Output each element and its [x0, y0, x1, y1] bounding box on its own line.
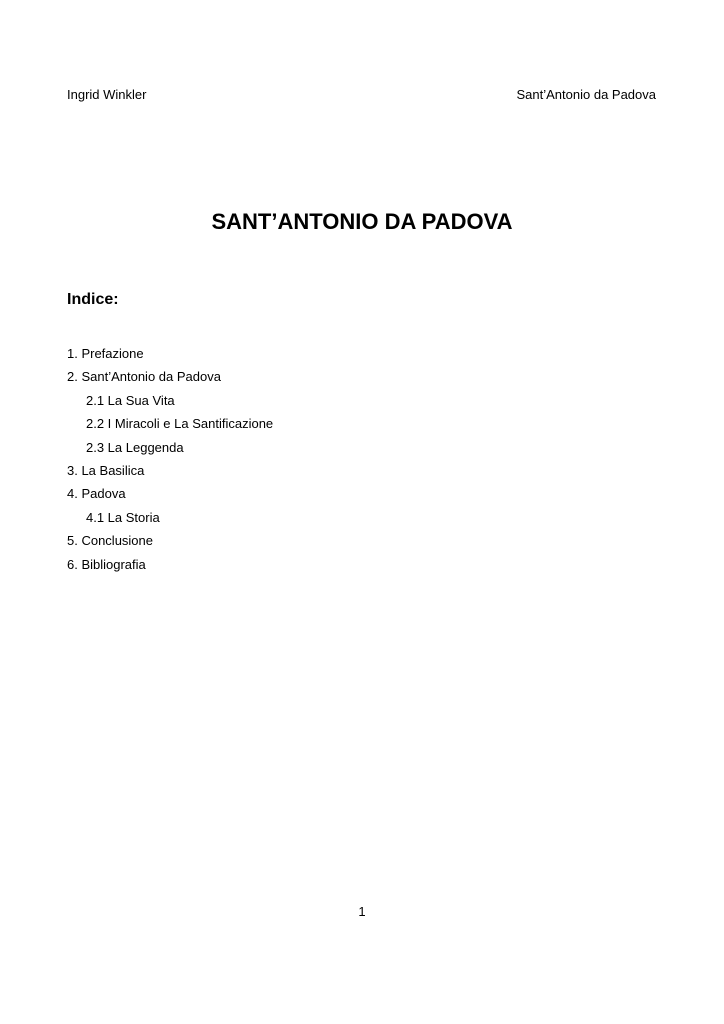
toc-item-storia: 4.1 La Storia: [86, 509, 160, 525]
toc-item-padova: 4. Padova: [67, 486, 126, 502]
header-author: Ingrid Winkler: [67, 87, 147, 102]
toc-item-leggenda: 2.3 La Leggenda: [86, 439, 184, 455]
toc-item-bibliografia: 6. Bibliografia: [67, 556, 146, 572]
toc-heading: Indice:: [67, 291, 119, 308]
toc-item-sua-vita: 2.1 La Sua Vita: [86, 392, 175, 408]
header-running-title: Sant’Antonio da Padova: [516, 87, 656, 102]
toc-item-basilica: 3. La Basilica: [67, 462, 145, 478]
toc-item-prefazione: 1. Prefazione: [67, 346, 144, 361]
document-title: SANT’ANTONIO DA PADOVA: [211, 209, 513, 234]
toc-item-conclusione: 5. Conclusione: [67, 533, 153, 549]
table-of-contents: [67, 346, 273, 580]
page-number: 1: [358, 904, 366, 919]
toc-item-miracoli: 2.2 I Miracoli e La Santificazione: [86, 416, 274, 432]
toc-item-santantonio: 2. Sant’Antonio da Padova: [67, 369, 221, 385]
